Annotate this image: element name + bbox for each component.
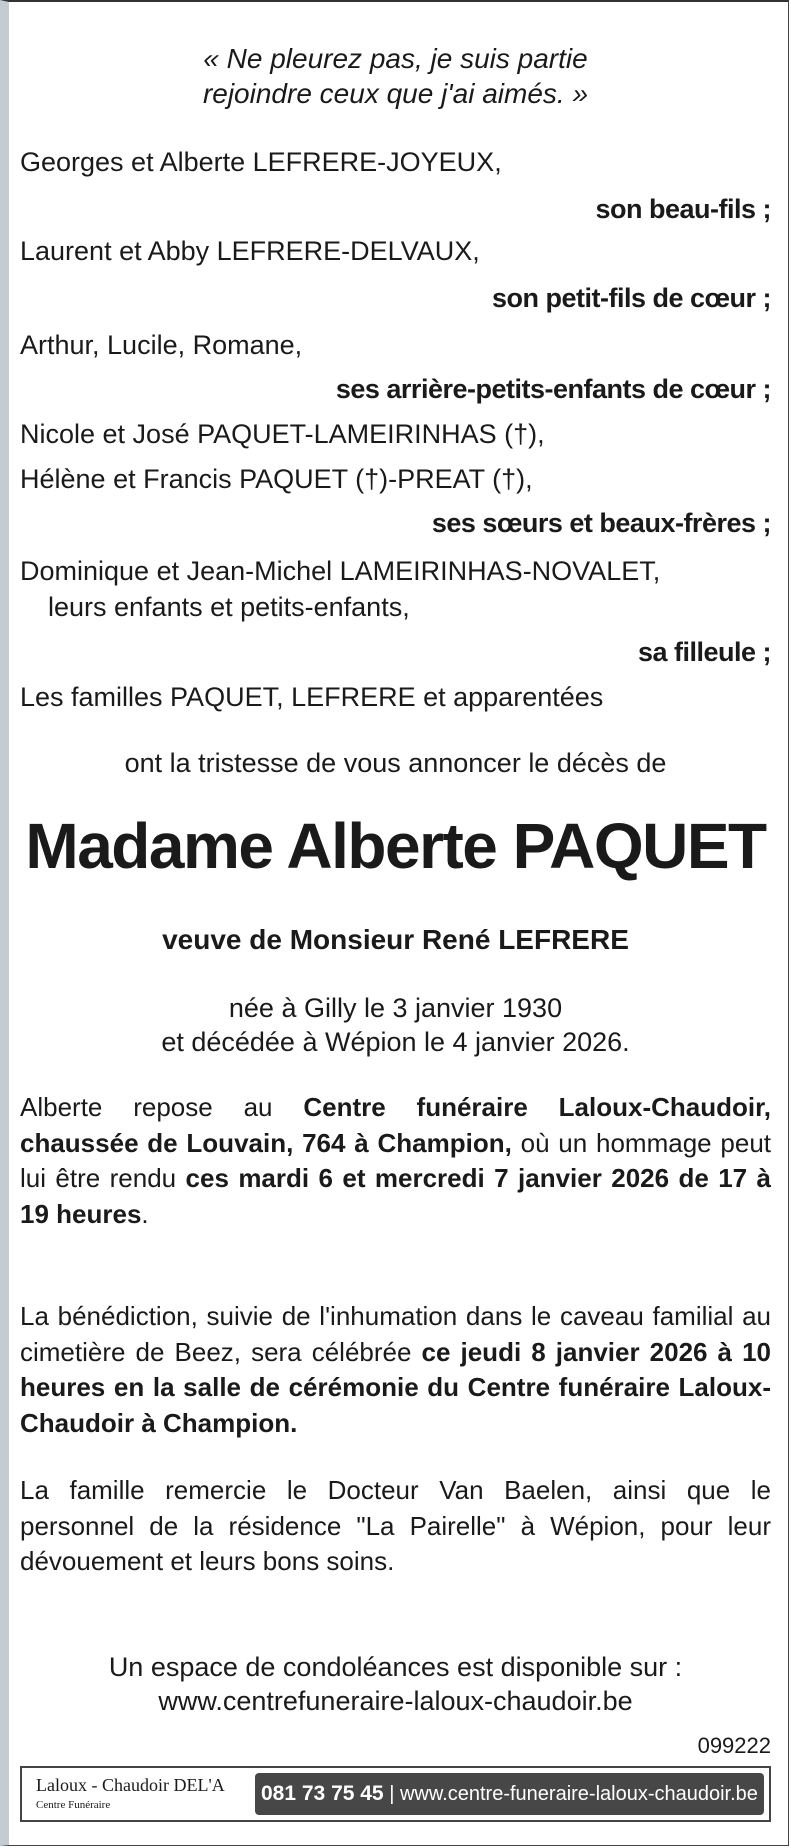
family-name: leurs enfants et petits-enfants,: [48, 592, 410, 622]
birth-info: née à Gilly le 3 janvier 1930: [228, 993, 563, 1023]
quote-line-1: « Ne pleurez pas, je suis partie: [203, 43, 588, 74]
separator: |: [389, 1783, 395, 1805]
announcement: ont la tristesse de vous annoncer le décès de: [124, 748, 667, 778]
family-relation: sa filleule ;: [637, 637, 771, 667]
family-name: Les familles PAQUET, LEFRERE et apparentées: [20, 682, 604, 712]
family-name: Arthur, Lucile, Romane,: [20, 330, 303, 360]
family-relation: son beau-fils ;: [595, 194, 771, 224]
family-name: Georges et Alberte LEFRERE-JOYEUX,: [20, 147, 502, 177]
family-name: Laurent et Abby LEFRERE-DELVAUX,: [20, 236, 480, 266]
funeral-home-logo: Laloux - Chaudoir DEL'A: [36, 1775, 225, 1795]
reference-number: 099222: [697, 1733, 771, 1758]
condolences-link[interactable]: www.centrefuneraire-laloux-chaudoir.be: [158, 1686, 633, 1716]
phone-number[interactable]: 081 73 75 45: [261, 1782, 384, 1805]
funeral-home-banner: [20, 1766, 771, 1822]
family-relation: ses arrière-petits-enfants de cœur ;: [335, 374, 771, 404]
thanks-paragraph: La famille remercie le Docteur Van Baelen, ainsi que le personnel de la résidence "La Pairelle" à Wépion, pour leur dévouement et leurs bons soins.: [20, 1475, 771, 1576]
quote-line-2: rejoindre ceux que j'ai aimés. »: [202, 78, 589, 109]
family-name: Hélène et Francis PAQUET (†)-PREAT (†),: [20, 464, 533, 494]
deceased-name: Madame Alberte PAQUET: [25, 810, 766, 882]
visitation-paragraph: Alberte repose au Centre funéraire Laloux-Chaudoir, chaussée de Louvain, 764 à Champion, où un hommage peut lui être rendu ces mardi 6 et mercredi 7 janvier 2026 de 17 à 19 heures.: [20, 1092, 772, 1229]
family-relation: ses sœurs et beaux-frères ;: [431, 508, 771, 538]
ceremony-paragraph: La bénédiction, suivie de l'inhumation dans le caveau familial au cimetière de Beez, sera célébrée ce jeudi 8 janvier 2026 à 10 heures en la salle de cérémonie du Centre funéraire Laloux-Chaudoir à Champion.: [20, 1301, 771, 1438]
condolences-text: Un espace de condoléances est disponible sur :: [108, 1652, 683, 1682]
widow-of: veuve de Monsieur René LEFRERE: [162, 924, 629, 955]
funeral-home-logo-subtitle: Centre Funéraire: [36, 1799, 111, 1811]
family-name: Nicole et José PAQUET-LAMEIRINHAS (†),: [20, 419, 545, 449]
website-link[interactable]: www.centre-funeraire-laloux-chaudoir.be: [399, 1783, 758, 1805]
contact-bar: [255, 1773, 764, 1815]
family-relation: son petit-fils de cœur ;: [491, 283, 771, 313]
family-name: Dominique et Jean-Michel LAMEIRINHAS-NOVALET,: [20, 556, 661, 586]
death-info: et décédée à Wépion le 4 janvier 2026.: [161, 1027, 630, 1057]
